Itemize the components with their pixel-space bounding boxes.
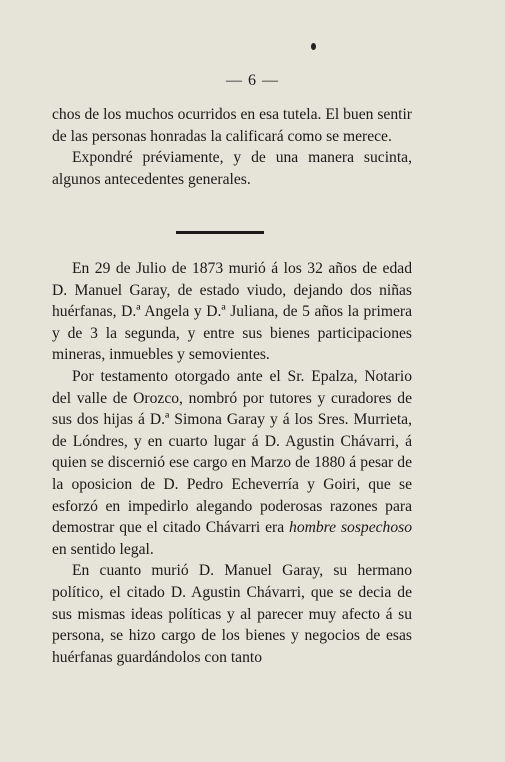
paragraph-text: en sentido legal. xyxy=(52,540,154,558)
text-block-top xyxy=(52,104,412,190)
paragraph xyxy=(52,366,412,560)
paragraph-text: Por testamento otorgado ante el Sr. Epalza, Notario del valle de Orozco, nombró por tutores y curadores de sus dos hijas á D.ª Simona Garay y á los Sres. Murrieta, de Lóndres, y en cuarto lugar á D. Agustin Chávarri, á quien se discernió ese cargo en Marzo de 1880 á pesar de la oposicion de D. Pedro Echeverría y Goiri, que se esforzó en impedirlo alegando poderosas razones para demostrar que el citado Chávarri era xyxy=(52,367,412,537)
paragraph: chos de los muchos ocurridos en esa tutela. El buen sentir de las personas honradas la calificará como se merece. xyxy=(52,106,412,145)
paragraph: Expondré préviamente, y de una manera sucinta, algunos antecedentes generales. xyxy=(52,149,412,188)
page-number: — 6 — xyxy=(226,72,279,89)
italic-phrase: hombre sospechoso xyxy=(289,519,412,537)
section-divider xyxy=(176,231,264,234)
text-block-main xyxy=(52,258,412,668)
ink-speck xyxy=(311,43,316,50)
paragraph: En cuanto murió D. Manuel Garay, su hermano político, el citado D. Agustin Chávarri, que se decia de sus mismas ideas políticas y al parecer muy afecto á su persona, se hizo cargo de los bienes y negocios de esas huérfanas guardándolos con tanto xyxy=(52,562,412,666)
paragraph: En 29 de Julio de 1873 murió á los 32 años de edad D. Manuel Garay, de estado viudo, dejando dos niñas huérfanas, D.ª Angela y D.ª Juliana, de 5 años la primera y de 3 la segunda, y entre sus bienes participaciones mineras, inmuebles y semovientes. xyxy=(52,260,412,364)
